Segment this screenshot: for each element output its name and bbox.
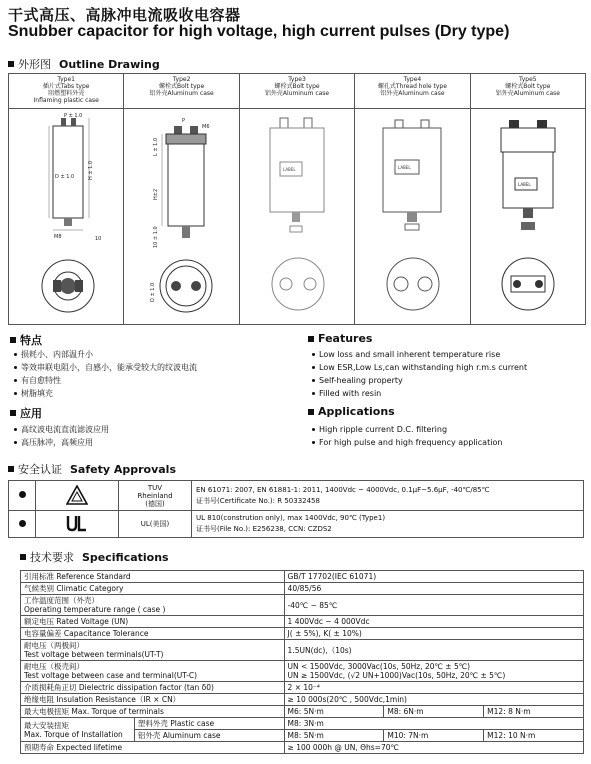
- type4-drawing: [355, 108, 470, 324]
- list-item: High ripple current D.C. filtering: [312, 423, 502, 436]
- bullet-dot-icon: [14, 441, 17, 444]
- apps-cn-header: 应用: [10, 405, 42, 421]
- list-item: 高纹波电流直流滤波应用: [14, 423, 109, 436]
- features-en-list: [312, 348, 527, 400]
- tuv-cert-detail: EN 61071: 2007, EN 61881-1: 2011, 1400Vdc ~ 4000Vdc, 0.1μF~5.6μF, -40℃/85℃ 证书号(Certificate No.): R 50332458: [192, 481, 584, 511]
- ul-cert-name: UL(美国): [119, 511, 192, 538]
- safety-header: 安全认证 Safety Approvals: [8, 461, 176, 477]
- label-tag: LABEL: [282, 167, 296, 172]
- list-item: 树脂填充: [14, 387, 197, 400]
- type2-header: Type2 螺栓式Bolt type 铝外壳Aluminum case: [124, 74, 239, 108]
- table-row: 最大电极扭矩 Max. Torque of terminals M6: 5N·m M8: 6N·m M12: 8 N·m: [21, 706, 584, 718]
- table-row: 耐电压（两极间） Test voltage between terminals(UT-T) 1.5UN(dc),（10s): [21, 640, 584, 661]
- type2-drawing: [124, 108, 239, 324]
- type5-header: Type5 螺栓式Bolt type 铝外壳Aluminum case: [495, 76, 560, 97]
- type3-drawing: [240, 108, 355, 324]
- label-tag: LABEL: [517, 182, 531, 187]
- bullet-square-icon: [10, 337, 16, 343]
- tuv-triangle-logo-icon: [66, 485, 88, 505]
- bullet-square-icon: [308, 336, 314, 342]
- table-row: 电容量偏差 Capacitance Tolerance J( ± 5%), K( ± 10%): [21, 628, 584, 640]
- table-row: 引用标准 Reference Standard GB/T 17702(IEC 61071): [21, 571, 584, 583]
- list-item: 损耗小、内部温升小: [14, 348, 197, 361]
- ul-recognized-logo-icon: [65, 514, 89, 532]
- dim-h: H ± 1.0: [88, 160, 94, 180]
- table-row: 额定电压 Rated Voltage (UN) 1 400Vdc ~ 4 000Vdc: [21, 616, 584, 628]
- type3-header: Type3 螺栓式Bolt type 铝外壳Aluminum case: [240, 74, 355, 108]
- list-item: Self-healing property: [312, 374, 527, 387]
- apps-en-list: [312, 423, 502, 449]
- table-row: 工作温度范围（外壳） Operating temperature range ( case ) -40℃ ~ 85℃: [21, 595, 584, 616]
- table-row: 最大安装扭矩 Max. Torque of Installation 塑料外壳 Plastic case M8: 3N·m: [21, 718, 584, 730]
- bullet-dot-icon: [14, 353, 17, 356]
- type1-header: Type1 插片式Tabs type 阻燃塑料外壳 Inflaming plastic case: [9, 74, 124, 108]
- bullet-dot-icon: [14, 379, 17, 382]
- table-row: 铝外壳 Aluminum case M8: 5N·m M10: 7N·m M12: 10 N·m: [21, 730, 584, 742]
- features-cn-header: 特点: [10, 332, 42, 348]
- type4-header: Type4 螺孔式Thread hole type 铝外壳Aluminum case: [355, 74, 470, 108]
- title-en: Snubber capacitor for high voltage, high current pulses (Dry type): [8, 23, 510, 40]
- specs-table: [20, 570, 584, 754]
- safety-table: [8, 480, 584, 538]
- label-tag: LABEL: [398, 165, 411, 170]
- features-cn-list: [14, 348, 197, 400]
- dim-h: H±2: [153, 188, 160, 200]
- apps-cn-list: [14, 423, 109, 449]
- dim-10: 10: [95, 236, 102, 242]
- bullet-dot-icon: [14, 366, 17, 369]
- bullet-square-icon: [20, 554, 26, 560]
- table-row: 介质损耗角正切 Dielectric dissipation factor (tan δ0) 2 × 10⁻⁴: [21, 682, 584, 694]
- dim-10: 10 ± 1.0: [153, 226, 160, 248]
- dim-d: D ± 1.0: [55, 174, 75, 180]
- list-item: Low ESR,Low Ls,can withstanding high r.m.s current: [312, 361, 527, 374]
- dim-m8: M8: [54, 234, 62, 240]
- outline-header: 外形图 Outline Drawing: [8, 56, 160, 72]
- dim-l: L ± 1.0: [153, 137, 160, 156]
- bullet-dot-icon: [312, 379, 315, 382]
- bullet-dot-icon: [312, 353, 315, 356]
- ul-cert-detail: UL 810(constrution only), max 1400Vdc, 90℃ (Type1) 证书号(File No.): E256238, CCN: CZDS2: [192, 511, 584, 538]
- type5-capacitor-drawing: [471, 108, 586, 324]
- table-row: [9, 511, 584, 538]
- features-en-header: Features: [308, 332, 372, 345]
- table-row: 耐电压（极壳间） Test voltage between case and terminal(UT-C) UN < 1500Vdc, 3000Vac(10s, 50Hz, 20℃ ± 5℃) UN ≥ 1500Vdc, (√2 UN+1000)Vac(10s, 50Hz, 20℃ ± 5℃): [21, 661, 584, 682]
- bullet-dot-icon: [19, 520, 26, 527]
- bullet-dot-icon: [312, 366, 315, 369]
- specs-header: 技术要求 Specifications: [20, 549, 169, 565]
- bullet-dot-icon: [312, 441, 315, 444]
- list-item: 等效串联电阻小，自感小，能承受较大的纹波电流: [14, 361, 197, 374]
- type3-capacitor-drawing: [240, 108, 355, 324]
- list-item: For high pulse and high frequency application: [312, 436, 502, 449]
- bullet-dot-icon: [312, 392, 315, 395]
- bullet-square-icon: [8, 61, 14, 67]
- dim-m6: M6: [202, 124, 210, 130]
- bullet-square-icon: [308, 409, 314, 415]
- dim-p: P: [182, 118, 186, 124]
- table-row: 气候类别 Climatic Category 40/85/56: [21, 583, 584, 595]
- outline-drawing-panel: [8, 73, 586, 325]
- bullet-dot-icon: [19, 491, 26, 498]
- list-item: Filled with resin: [312, 387, 527, 400]
- type2-capacitor-drawing: [124, 108, 239, 324]
- apps-en-header: Applications: [308, 405, 395, 418]
- list-item: 有自愈特性: [14, 374, 197, 387]
- bullet-square-icon: [10, 410, 16, 416]
- type1-capacitor-drawing: [9, 108, 124, 324]
- type1-drawing: [9, 108, 124, 324]
- type5-drawing: [471, 108, 585, 324]
- type4-capacitor-drawing: [355, 108, 470, 324]
- bullet-dot-icon: [14, 392, 17, 395]
- type-header-row: [9, 74, 585, 109]
- bullet-dot-icon: [312, 428, 315, 431]
- dim-d: D ± 1.0: [150, 282, 157, 302]
- title-cn: 干式高压、高脉冲电流吸收电容器: [8, 6, 241, 24]
- table-row: [9, 481, 584, 511]
- list-item: 高压脉冲，高频应用: [14, 436, 109, 449]
- bullet-dot-icon: [14, 428, 17, 431]
- dim-p: P ± 1.0: [64, 113, 83, 119]
- table-row: 预期寿命 Expected lifetime ≥ 100 000h @ UN, Θhs=70℃: [21, 742, 584, 754]
- table-row: 绝缘电阻 Insulation Resistance（IR × CN） ≥ 10 000s(20℃ , 500Vdc,1min): [21, 694, 584, 706]
- list-item: Low loss and small inherent temperature rise: [312, 348, 527, 361]
- bullet-square-icon: [8, 466, 14, 472]
- tuv-cert-name: TUV Rheinland (德国): [119, 481, 192, 511]
